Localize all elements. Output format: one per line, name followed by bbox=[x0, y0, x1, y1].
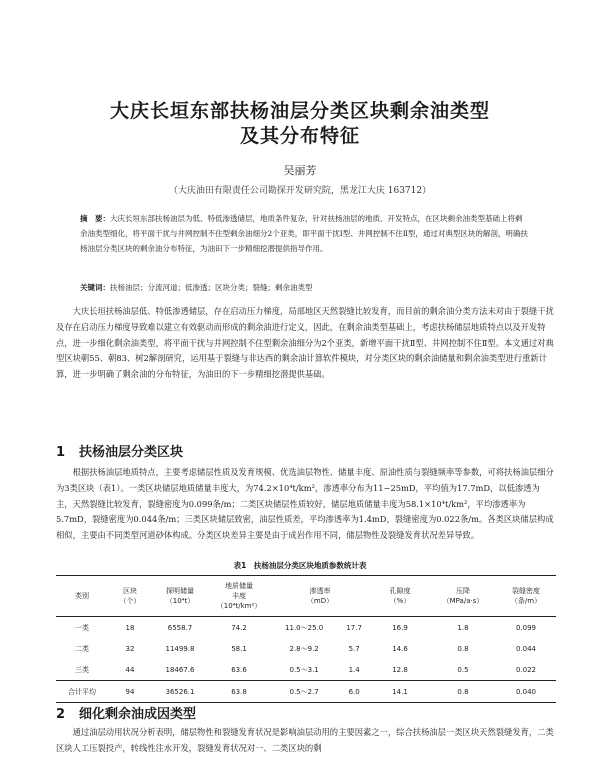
cell-blocks: 44 bbox=[125, 665, 135, 674]
cell-blocks: 32 bbox=[125, 644, 135, 653]
col-header-fracture: 裂缝密度 （条/m） bbox=[496, 576, 556, 617]
table-caption: 表1 扶杨油层分类区块地质参数统计表 bbox=[233, 561, 367, 570]
keywords bbox=[80, 282, 528, 293]
cell-abundance: 63.8 bbox=[208, 681, 270, 703]
col-header-permeability: 渗透率 （mD） bbox=[270, 576, 370, 617]
cell-abundance: 74.2 bbox=[231, 623, 247, 632]
cell-pressure: 0.5 bbox=[457, 665, 469, 674]
abstract-text: 大庆长垣东部扶杨油层为低、特低渗透储层，地质条件复杂，针对扶杨油层的地质、开发特点，在区块剩余油类型基础上将剩余油类型细化，将平面干扰与井网控制不住型剩余油细分2个亚类，即平面干扰Ⅰ型、井网控制不住Ⅱ型，通过对典型区块的解剖，明确扶杨油层分类区块的剩余油分布特征，为油田下一步精细挖潜提供指导作用。 bbox=[80, 214, 528, 253]
keywords-text: 扶杨油层；分流河道；低渗透；区块分类；裂缝；剩余油类型 bbox=[110, 283, 313, 292]
cell-perm-range: 2.8～9.2 bbox=[289, 644, 319, 653]
col-header-reserves: 探明储量 （10⁴t） bbox=[152, 576, 208, 617]
section-heading-2 bbox=[56, 703, 196, 722]
table-row bbox=[56, 617, 556, 639]
keywords-label: 关键词： bbox=[80, 283, 110, 292]
cell-perm-avg: 6.0 bbox=[338, 681, 370, 703]
section-number: 1 bbox=[56, 445, 66, 460]
cell-abundance: 58.1 bbox=[231, 644, 247, 653]
author-affiliation: （大庆油田有限责任公司勘探开发研究院，黑龙江大庆 163712） bbox=[168, 186, 432, 196]
cell-fracture: 0.022 bbox=[515, 665, 537, 674]
cell-pressure: 1.8 bbox=[457, 623, 469, 632]
cell-reserves: 6558.7 bbox=[167, 623, 193, 632]
col-header-porosity: 孔隙度 （%） bbox=[370, 576, 430, 617]
cell-category: 一类 bbox=[75, 623, 89, 632]
section-title: 细化剩余油成因类型 bbox=[79, 707, 197, 722]
abstract bbox=[80, 211, 528, 256]
cell-fracture: 0.040 bbox=[496, 681, 556, 703]
paper-title-line2: 及其分布特征 bbox=[239, 125, 360, 147]
table-row-total bbox=[56, 681, 556, 703]
cell-perm-avg: 5.7 bbox=[348, 644, 360, 653]
cell-perm-avg: 1.4 bbox=[348, 665, 360, 674]
cell-perm-range: 0.5～3.1 bbox=[289, 665, 319, 674]
cell-porosity: 14.6 bbox=[392, 644, 408, 653]
section2-paragraph: 通过油层动用状况分析表明，储层物性和裂缝发育状况是影响油层动用的主要因素之一，综合扶杨油层一类区块天然裂缝发育，二类区块人工压裂投产，转线性注水开发，裂缝发育状况对一、二类区块的剩 bbox=[56, 727, 554, 753]
cell-porosity: 16.9 bbox=[392, 623, 408, 632]
cell-perm-avg: 17.7 bbox=[346, 623, 362, 632]
cell-perm-range: 11.0～25.0 bbox=[285, 623, 324, 632]
cell-category: 二类 bbox=[75, 644, 89, 653]
col-header-category: 类别 bbox=[56, 576, 108, 617]
cell-reserves: 11499.8 bbox=[165, 644, 195, 653]
col-header-abundance: 地质储量 丰度 （10⁴t/km²） bbox=[208, 576, 270, 617]
cell-abundance: 63.6 bbox=[231, 665, 247, 674]
parameter-table bbox=[56, 575, 556, 703]
cell-category: 三类 bbox=[75, 665, 89, 674]
cell-blocks: 94 bbox=[108, 681, 152, 703]
col-header-pressure: 压降 （MPa/a·s） bbox=[430, 576, 496, 617]
cell-pressure: 0.8 bbox=[430, 681, 496, 703]
author-name: 吴丽芳 bbox=[283, 164, 317, 177]
col-header-blocks: 区块 （个） bbox=[108, 576, 152, 617]
section-heading-1 bbox=[56, 441, 183, 460]
cell-pressure: 0.8 bbox=[457, 644, 469, 653]
section-number: 2 bbox=[56, 707, 66, 722]
intro-paragraph: 大庆长垣扶杨油层低、特低渗透储层，存在启动压力梯度，局部地区天然裂缝比较发育，而目前的剩余油分类方法未对由于裂缝干扰及存在启动压力梯度导致难以建立有效驱动而形成的剩余油进行定义，因此，在剩余油类型基础上，考虑扶杨储层地质特点以及开发特点，进一步细化剩余油类型，将平面干扰与井网控制不住型剩余油细分为2个亚类，新增平面干扰Ⅱ型、井网控制不住Ⅱ型。本文通过对典型区块朝55、朝83、树2解剖研究，运用基于裂缝与非达西的剩余油计算软件模块，对分类区块的剩余油储量和剩余油类型进行重新计算，进一步明确了剩余油的分布特征，为油田的下一步精细挖潜提供基础。 bbox=[56, 306, 554, 380]
cell-porosity: 14.1 bbox=[370, 681, 430, 703]
cell-perm-range: 0.5～2.7 bbox=[270, 681, 338, 703]
cell-porosity: 12.8 bbox=[392, 665, 408, 674]
cell-fracture: 0.099 bbox=[515, 623, 537, 632]
cell-reserves: 18467.6 bbox=[165, 665, 195, 674]
cell-blocks: 18 bbox=[125, 623, 135, 632]
paper-title-line1: 大庆长垣东部扶杨油层分类区块剩余油类型 bbox=[109, 100, 490, 122]
abstract-label: 摘 要： bbox=[80, 214, 110, 223]
cell-fracture: 0.044 bbox=[515, 644, 537, 653]
cell-reserves: 36526.1 bbox=[152, 681, 208, 703]
table-row bbox=[56, 638, 556, 659]
section1-paragraph: 根据扶杨油层地质特点，主要考虑储层性质及发育规模、优选油层物性、储量丰度、原油性质与裂缝频率等参数，可将扶杨油层细分为3类区块（表1）。一类区块储层地质储量丰度大，为74.2×10⁴t/km²，渗透率分布为11~25mD，平均值为17.7mD，以低渗透为主，天然裂缝比较发育，裂缝密度为0.099条/m；二类区块储层性质较好，储层地质储量丰度为58.1×10⁴t/km²，平均渗透率为5.7mD，裂缝密度为0.044条/m；三类区块储层致密，油层性质差，平均渗透率为1.4mD，裂缝密度为0.022条/m。各类区块储层构成相似，主要由不同类型河道砂体构成。分类区块差异主要是由于成岩作用不同，储层物性及裂缝发育状况差异导致。 bbox=[56, 467, 554, 541]
cell-category: 合计平均 bbox=[56, 681, 108, 703]
table-row bbox=[56, 659, 556, 681]
section-title: 扶杨油层分类区块 bbox=[79, 445, 184, 460]
